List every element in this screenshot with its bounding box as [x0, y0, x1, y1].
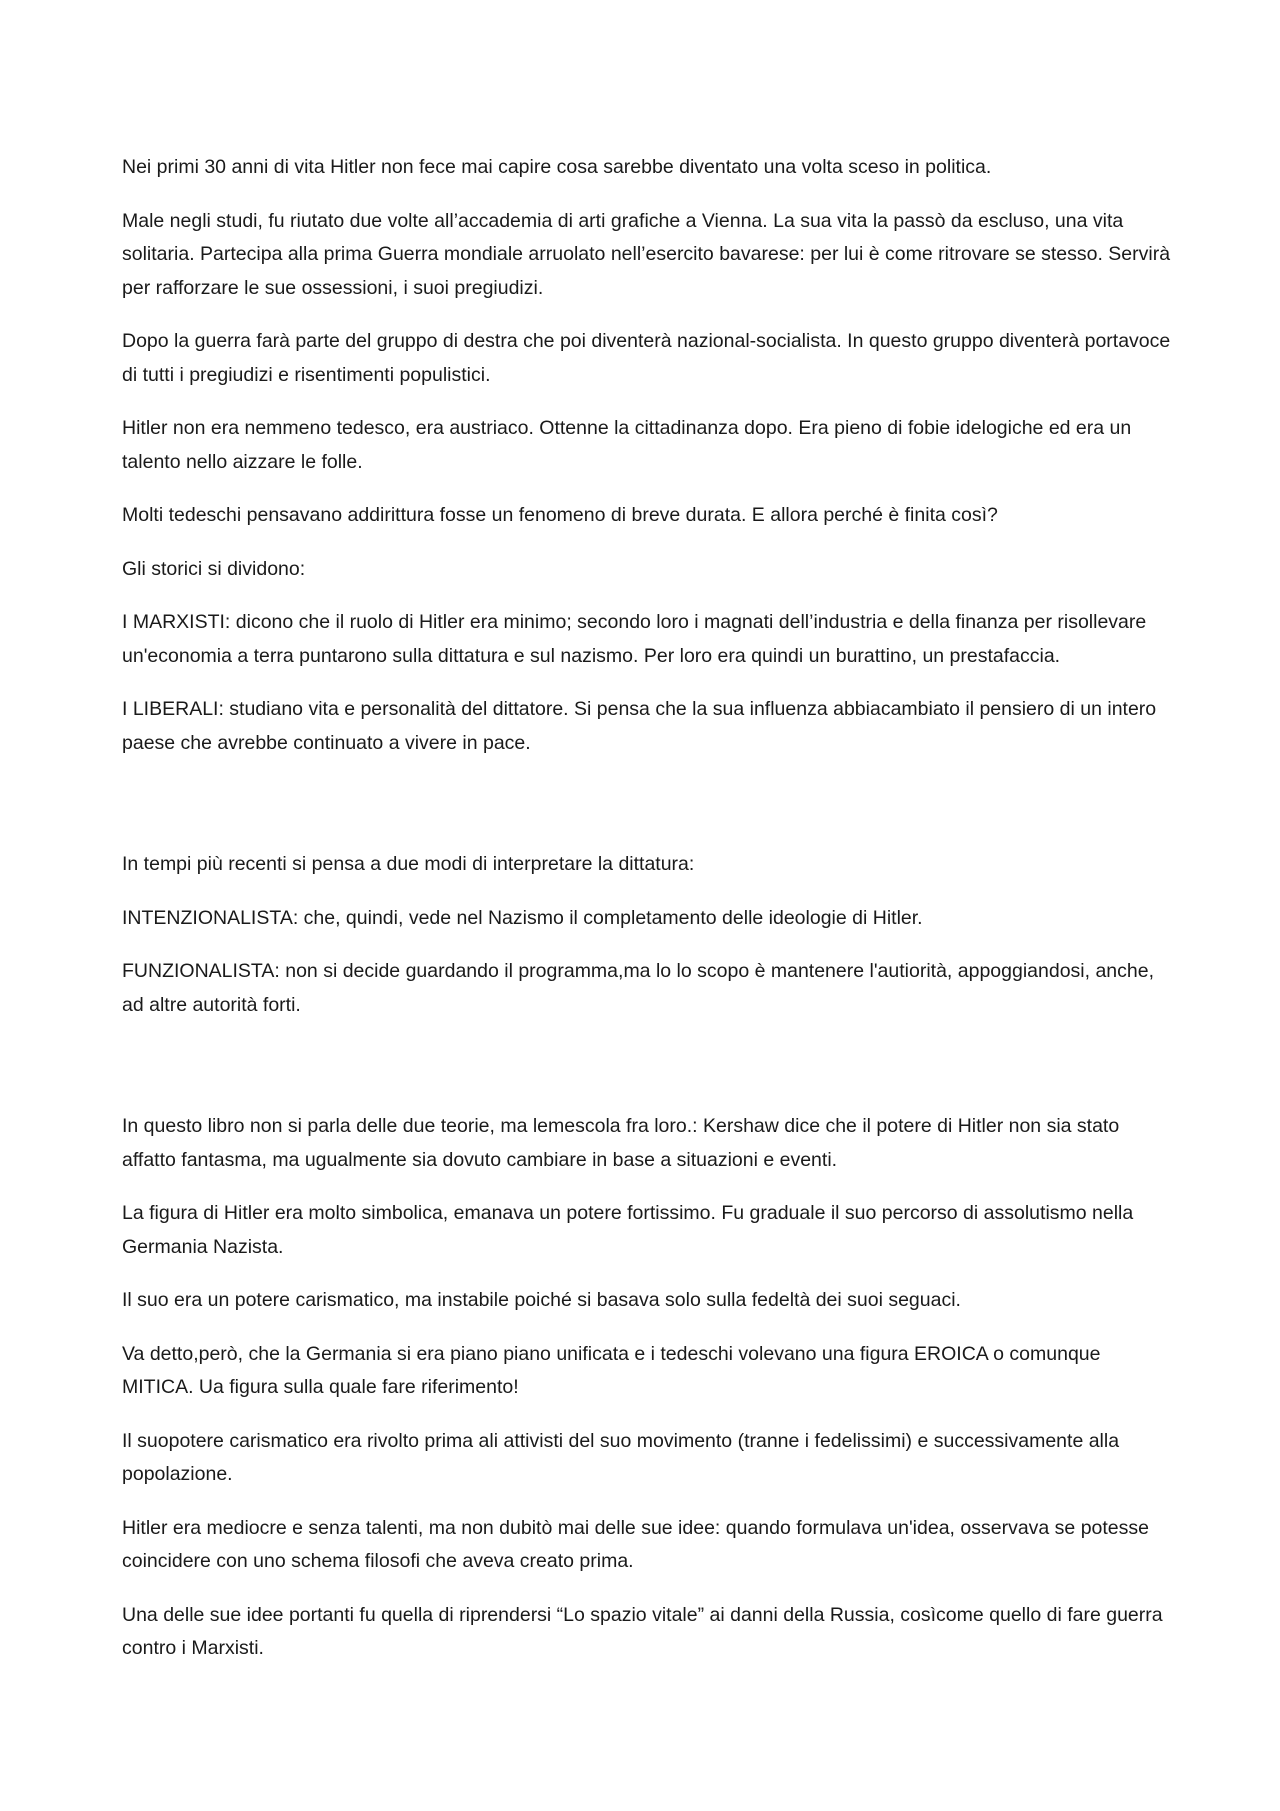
paragraph-13: La figura di Hitler era molto simbolica, emanava un potere fortissimo. Fu graduale il suo percorso di assolutismo nella Germania Nazista. [122, 1202, 1134, 1258]
paragraph-12: In questo libro non si parla delle due teorie, ma lemescola fra loro.: Kershaw dice che il potere di Hitler non sia stato affatto fantasma, ma ugualmente sia dovuto cambiare in base a situazioni e eventi. [122, 1115, 1120, 1171]
paragraph-10: INTENZIONALISTA: che, quindi, vede nel Nazismo il completamento delle ideologie di Hitler. [122, 906, 923, 929]
paragraph-6: Gli storici si dividono: [122, 557, 306, 580]
paragraph-9: In tempi più recenti si pensa a due modi di interpretare la dittatura: [122, 853, 695, 875]
paragraph-1: Nei primi 30 anni di vita Hitler non fece mai capire cosa sarebbe diventato una volta sceso in politica. [122, 156, 992, 178]
paragraph-14: Il suo era un potere carismatico, ma instabile poiché si basava solo sulla fedeltà dei suoi seguaci. [122, 1289, 961, 1311]
paragraph-15: Va detto,però, che la Germania si era piano piano unificata e i tedeschi volevano una figura EROICA o comunque MITICA. Ua figura sulla quale fare riferimento! [122, 1342, 1101, 1398]
blank-line [122, 1042, 1172, 1110]
paragraph-11: FUNZIONALISTA: non si decide guardando il programma,ma lo lo scopo è mantenere l'autiorità, appoggiandosi, anche, ad altre autorità forti. [122, 960, 1155, 1016]
paragraph-4: Hitler non era nemmeno tedesco, era austriaco. Ottenne la cittadinanza dopo. Era pieno di fobie idelogiche ed era un talento nello aizzare le folle. [122, 417, 1132, 473]
paragraph-17: Hitler era mediocre e senza talenti, ma non dubitò mai delle sue idee: quando formulava un'idea, osservava se potesse coincidere con uno schema filosofi che aveva creato prima. [122, 1516, 1149, 1572]
paragraph-16: Il suopotere carismatico era rivolto prima ali attivisti del suo movimento (tranne i fedelissimi) e successivamente alla popolazione. [122, 1429, 1120, 1485]
document-body [122, 151, 1172, 1686]
paragraph-5: Molti tedeschi pensavano addirittura fosse un fenomeno di breve durata. E allora perché è finita così? [122, 504, 998, 526]
paragraph-2: Male negli studi, fu riutato due volte all’accademia di arti grafiche a Vienna. La sua vita la passò da escluso, una vita solitaria. Partecipa alla prima Guerra mondiale arruolato nell’esercito bavarese: per lui è come ritrovare se stesso. Servirà per rafforzare le sue ossessioni, i suoi pregiudizi. [122, 209, 1171, 299]
paragraph-3: Dopo la guerra farà parte del gruppo di destra che poi diventerà nazional-socialista. In questo gruppo diventerà portavoce di tutti i pregiudizi e risentimenti populistici. [122, 330, 1171, 386]
paragraph-18: Una delle sue idee portanti fu quella di riprendersi “Lo spazio vitale” ai danni della Russia, cosìcome quello di fare guerra contro i Marxisti. [122, 1603, 1163, 1659]
paragraph-8: I LIBERALI: studiano vita e personalità del dittatore. Si pensa che la sua influenza abbiacambiato il pensiero di un intero paese che avrebbe continuato a vivere in pace. [122, 698, 1157, 754]
paragraph-7: I MARXISTI: dicono che il ruolo di Hitler era minimo; secondo loro i magnati dell’industria e della finanza per risollevare un'economia a terra puntarono sulla dittatura e sul nazismo. Per loro era quindi un burattino, un prestafaccia. [122, 611, 1147, 667]
blank-line [122, 780, 1172, 848]
